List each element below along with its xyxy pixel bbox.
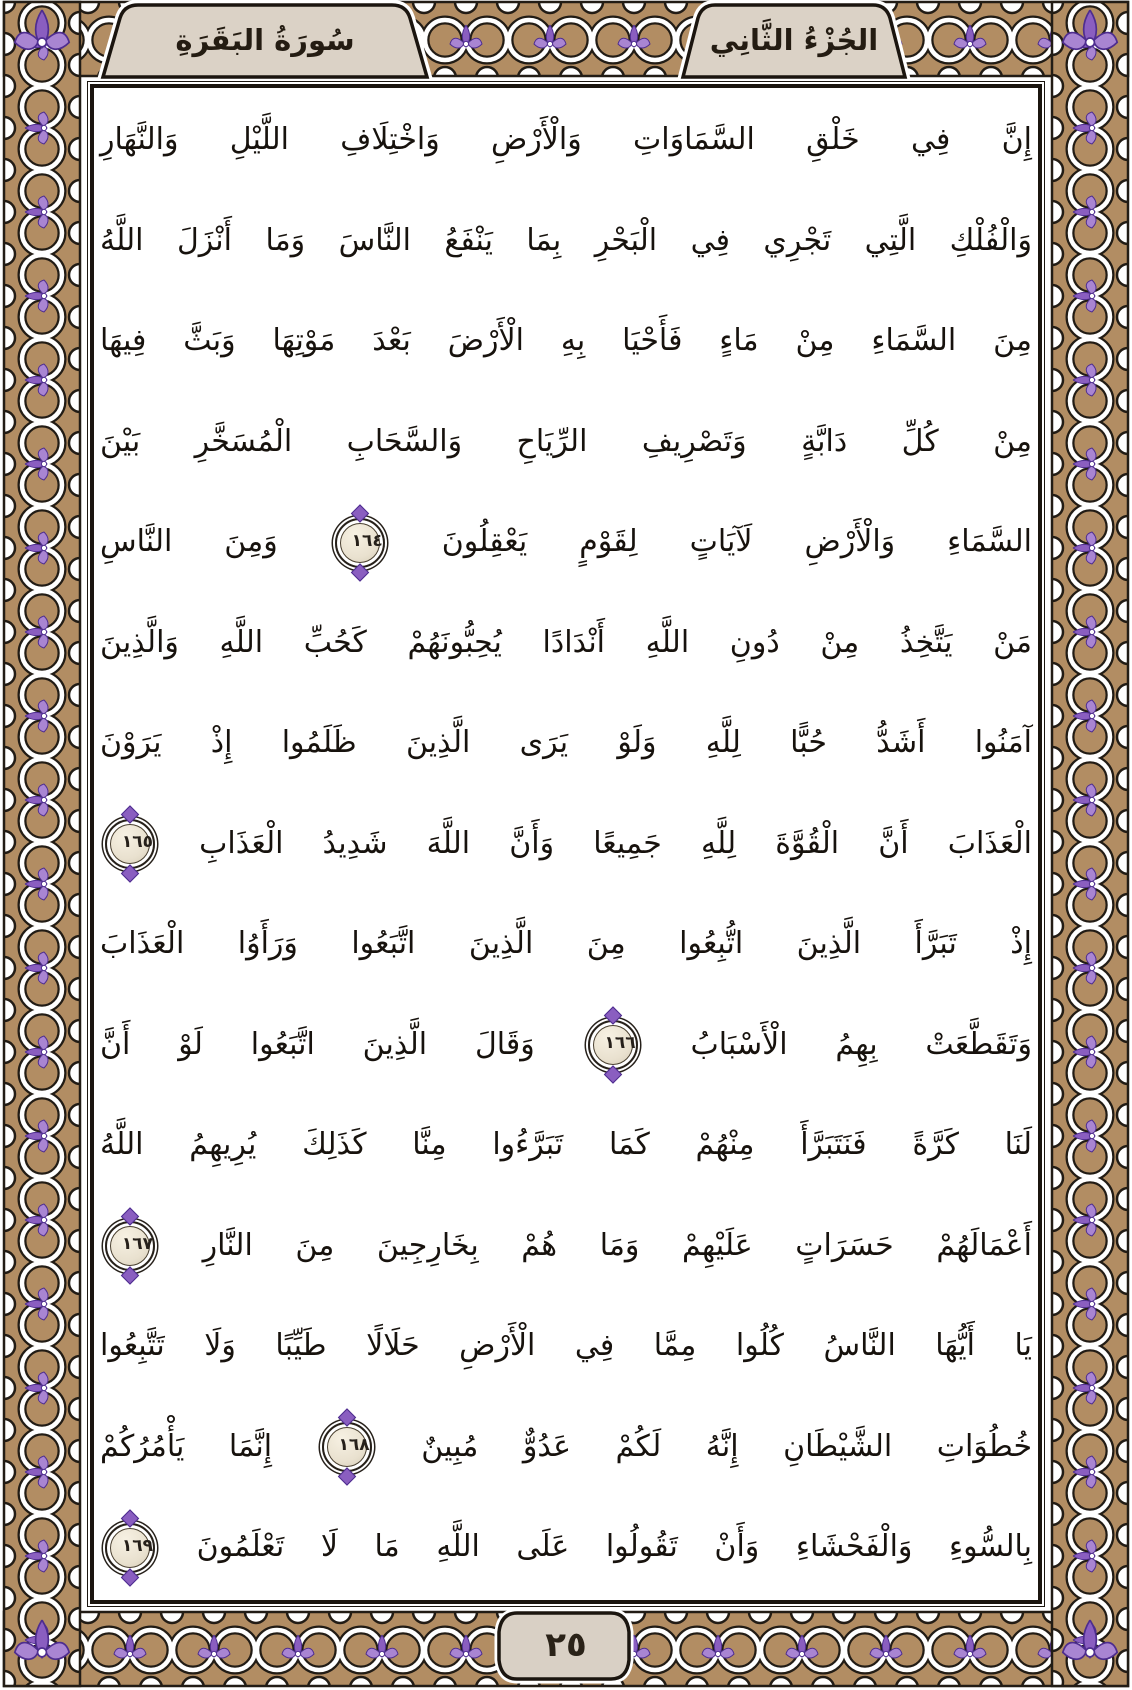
verse-end-marker bbox=[335, 518, 385, 568]
ayah-text: وَمِنَ النَّاسِ bbox=[100, 524, 278, 559]
ayah-text: إِنَّمَا يَأْمُرُكُمْ bbox=[100, 1428, 273, 1464]
ayah-text: مِنْ كُلِّ دَابَّةٍ وَتَصْرِيفِ الرِّيَاحِ وَالسَّحَابِ الْمُسَخَّرِ بَيْنَ bbox=[100, 423, 1032, 459]
ayah-text: يَا أَيُّهَا النَّاسُ كُلُوا مِمَّا فِي الْأَرْضِ حَلَالًا طَيِّبًا وَلَا تَتَّبِعُوا bbox=[100, 1328, 1032, 1363]
verse-end-marker bbox=[588, 1020, 638, 1070]
quran-line bbox=[100, 492, 1032, 593]
verse-number: ١٦٤ bbox=[351, 530, 383, 551]
border-band-left bbox=[4, 2, 80, 1686]
verse-end-marker bbox=[322, 1422, 372, 1472]
verse-number: ١٦٩ bbox=[121, 1535, 153, 1556]
quran-line bbox=[100, 191, 1032, 292]
quran-line bbox=[100, 1497, 1032, 1598]
ayah-text: لَنَا كَرَّةً فَنَتَبَرَّأَ مِنْهُمْ كَمَا تَبَرَّءُوا مِنَّا كَذَلِكَ يُرِيهِمُ اللَّهُ bbox=[100, 1127, 1032, 1162]
verse-number: ١٦٨ bbox=[338, 1435, 370, 1455]
ayah-text: وَتَقَطَّعَتْ بِهِمُ الْأَسْبَابُ bbox=[690, 1026, 1032, 1062]
ayah-text: الْعَذَابَ أَنَّ الْقُوَّةَ لِلَّهِ جَمِيعًا وَأَنَّ اللَّهَ شَدِيدُ الْعَذَابِ bbox=[199, 825, 1032, 861]
quran-line bbox=[100, 1296, 1032, 1397]
verse-number: ١٦٥ bbox=[121, 832, 153, 852]
ayah-text: إِذْ تَبَرَّأَ الَّذِينَ اتُّبِعُوا مِنَ الَّذِينَ اتَّبَعُوا وَرَأَوُا الْعَذَابَ bbox=[100, 926, 1032, 961]
ayah-text: وَالْفُلْكِ الَّتِي تَجْرِي فِي الْبَحْرِ بِمَا يَنْفَعُ النَّاسَ وَمَا أَنْزَلَ اللَّهُ bbox=[100, 222, 1032, 258]
surah-title-label: سُورَةُ البَقَرَةِ bbox=[175, 23, 355, 57]
ayah-text: إِنَّ فِي خَلْقِ السَّمَاوَاتِ وَالْأَرْضِ وَاخْتِلَافِ اللَّيْلِ وَالنَّهَارِ bbox=[100, 122, 1032, 157]
quran-line bbox=[100, 1196, 1032, 1297]
quran-line bbox=[100, 392, 1032, 493]
quran-text-area bbox=[100, 90, 1032, 1598]
verse-end-marker bbox=[105, 1523, 155, 1573]
quran-line bbox=[100, 693, 1032, 794]
page-number: ٢٥ bbox=[545, 1625, 587, 1665]
verse-end-marker bbox=[105, 1221, 155, 1271]
quran-line bbox=[100, 593, 1032, 694]
ayah-text: خُطُوَاتِ الشَّيْطَانِ إِنَّهُ لَكُمْ عَدُوٌّ مُبِينٌ bbox=[421, 1428, 1032, 1464]
quran-line bbox=[100, 291, 1032, 392]
quran-line bbox=[100, 90, 1032, 191]
ayah-text: آمَنُوا أَشَدُّ حُبًّا لِلَّهِ وَلَوْ يَرَى الَّذِينَ ظَلَمُوا إِذْ يَرَوْنَ bbox=[100, 725, 1032, 760]
ayah-text: وَقَالَ الَّذِينَ اتَّبَعُوا لَوْ أَنَّ bbox=[100, 1026, 535, 1062]
quran-line bbox=[100, 1397, 1032, 1498]
ayah-text: مَنْ يَتَّخِذُ مِنْ دُونِ اللَّهِ أَنْدَادًا يُحِبُّونَهُمْ كَحُبِّ اللَّهِ وَالَّذِينَ bbox=[100, 624, 1032, 660]
verse-end-marker bbox=[105, 819, 155, 869]
ayah-text: مِنَ السَّمَاءِ مِنْ مَاءٍ فَأَحْيَا بِهِ الْأَرْضَ بَعْدَ مَوْتِهَا وَبَثَّ فِيهَا bbox=[100, 323, 1032, 358]
verse-number: ١٦٧ bbox=[121, 1234, 153, 1254]
quran-line bbox=[100, 1095, 1032, 1196]
quran-line bbox=[100, 794, 1032, 895]
verse-number: ١٦٦ bbox=[604, 1033, 636, 1053]
ayah-text: بِالسُّوءِ وَالْفَحْشَاءِ وَأَنْ تَقُولُوا عَلَى اللَّهِ مَا لَا تَعْلَمُونَ bbox=[196, 1529, 1032, 1564]
border-band-right bbox=[1052, 2, 1128, 1686]
juz-title-label: الجُزْءُ الثَّانِي bbox=[709, 23, 879, 57]
ayah-text: أَعْمَالَهُمْ حَسَرَاتٍ عَلَيْهِمْ وَمَا هُمْ بِخَارِجِينَ مِنَ النَّارِ bbox=[202, 1227, 1032, 1263]
quran-line bbox=[100, 894, 1032, 995]
quran-line bbox=[100, 995, 1032, 1096]
ayah-text: السَّمَاءِ وَالْأَرْضِ لَآيَاتٍ لِقَوْمٍ يَعْقِلُونَ bbox=[441, 524, 1032, 559]
